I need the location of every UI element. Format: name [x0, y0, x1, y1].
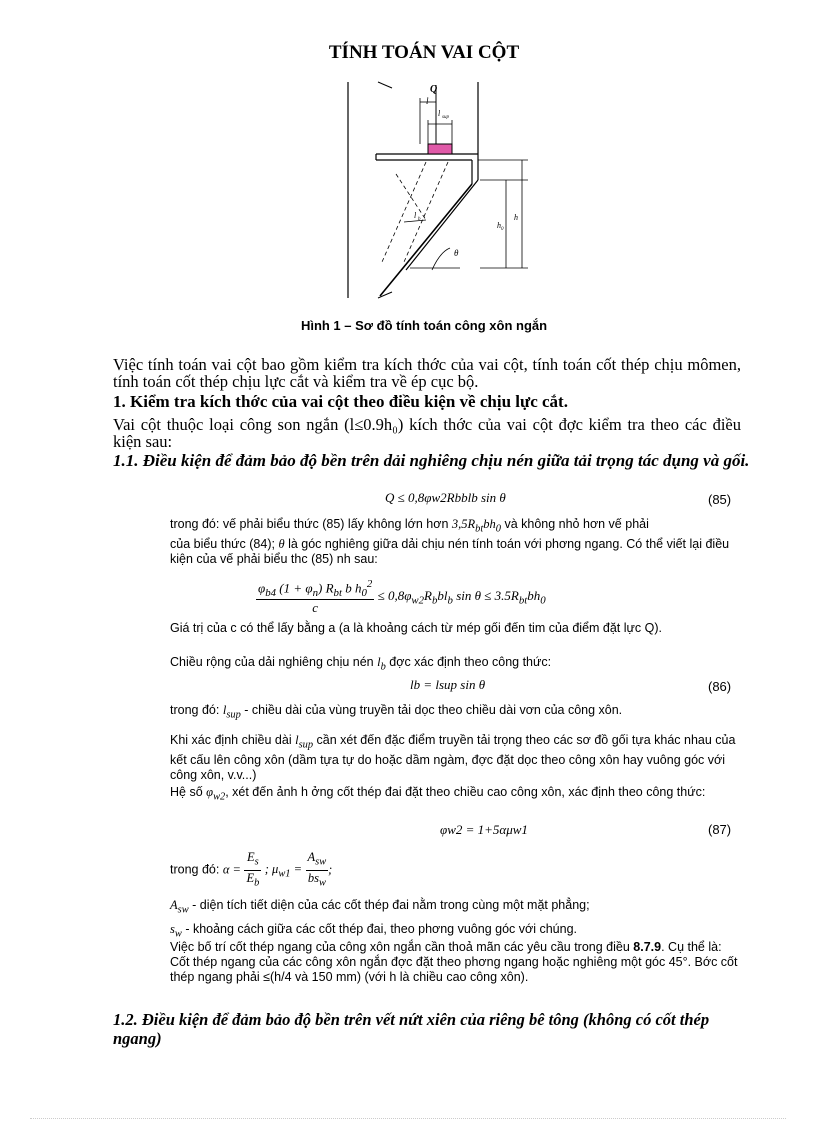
label-lb: l	[414, 211, 417, 220]
bearing-pad	[428, 144, 452, 154]
c-paragraph: Giá trị của c có thể lấy bằng a (a là khoảng cách từ mép gối đến tim của điểm đặt lực Q).	[170, 621, 662, 635]
equation-86-number: (86)	[708, 679, 732, 694]
label-lsup: l	[438, 109, 441, 118]
phi-paragraph: Hệ số $\varphi_{w2}$, xét đến ảnh h ởng cốt thép đai đặt theo chiều cao công xôn, xác định theo công thức:	[170, 785, 706, 803]
label-theta: θ	[454, 248, 459, 258]
asw-definition: $A_{sw}$ - diện tích tiết diện của các cốt thép đai nằm trong cùng một mặt phẳng;	[170, 898, 590, 916]
section-1-heading: 1. Kiểm tra kích thớc của vai cột theo điều kiện về chịu lực cắt.	[113, 392, 568, 411]
label-h: h	[514, 213, 518, 222]
page-title: TÍNH TOÁN VAI CỘT	[328, 42, 520, 63]
section-1-1-heading: 1.1. Điều kiện để đảm bảo độ bền trên dải nghiêng chịu nén giữa tải trọng tác dụng và gối.	[113, 451, 750, 470]
label-h0: h	[497, 221, 501, 230]
label-lb-sub: b	[418, 217, 421, 222]
alpha-definition: trong đó: α = $\frac{E_s}{E_b}$ ; $\mu_{w1}$ = $\frac{A_{sw}}{bs_w}$ ;	[170, 850, 333, 888]
stirrup-paragraph: Việc bố trí cốt thép ngang của công xôn ngắn cần thoả mãn các yêu cầu trong điều 8.7.9. Cụ thể là: Cốt thép ngang của các công xôn ngắn đợc đặt theo phơng ngang hoặc nghiêng một góc 45°. Bớc cốt thép ngang phải ≤(h/4 và 150 mm) (với h là chiều cao công xôn).	[170, 940, 738, 984]
equation-86: lb = lsup sin θ	[410, 677, 486, 692]
math-bound: $3,5R_{bt}bh_0$	[451, 517, 501, 535]
section-1-text: Vai cột thuộc loại công son ngắn (l≤0.9h₀) kích thớc của vai cột đợc kiểm tra theo các điều kiện sau:	[113, 415, 741, 451]
figure-caption: Hình 1 – Sơ đồ tính toán công xôn ngắn	[300, 318, 548, 333]
lsup-paragraph: Khi xác định chiều dài $l_{sup}$ cần xét đến đặc điểm truyền tải trọng theo các sơ đồ gối tựa khác nhau của kết cấu lên công xôn (dầm tựa tự do hoặc dầm ngàm, đợc đặt dọc theo công xôn hay vuông góc với công xôn, v.v...)	[170, 733, 736, 782]
eq85-explanation: trong đó: vế phải biểu thức (85) lấy không lớn hơn $3,5R_{bt}bh_0$ và không nhỏ hơn vế phải của biểu thức (84); θ là góc nghiêng giữa dải chịu nén tính toán với phơng ngang. Có thể viết lại điều kiện của vế phải biểu thc (85) nh sau:	[170, 517, 730, 566]
equation-85: Q ≤ 0,8φw2Rbblb sin θ	[385, 490, 506, 505]
equation-87: φw2 = 1+5αμw1	[440, 822, 528, 837]
corbel-diagram	[340, 80, 540, 300]
sw-definition: $s_w$ - khoảng cách giữa các cốt thép đai, theo phơng vuông góc với chúng.	[170, 922, 577, 940]
label-h0-sub: 0	[501, 227, 504, 232]
lb-paragraph: Chiều rộng của dải nghiêng chịu nén $l_b$ đợc xác định theo công thức:	[170, 655, 552, 673]
math-theta: θ	[278, 536, 285, 551]
lsup-definition: trong đó: $l_{sup}$ - chiều dài của vùng truyền tải dọc theo chiều dài vơn của công xôn.	[170, 703, 623, 721]
corbel-slope	[406, 180, 478, 270]
equation-87-number: (87)	[708, 822, 732, 837]
intro-paragraph: Việc tính toán vai cột bao gồm kiểm tra kích thớc của vai cột, tính toán cốt thép chịu mômen, tính toán cốt thép chịu lực cắt và kiểm tra về ép cục bộ.	[113, 355, 741, 391]
equation-85-number: (85)	[708, 492, 732, 507]
section-1-2-heading: 1.2. Điều kiện để đảm bảo độ bền trên vết nứt xiên của riêng bê tông (không có cốt thép ngang)	[113, 1010, 710, 1048]
equation-inequality: $\frac{\varphi_{b4} (1 + \varphi_n) R_{bt} b h_0^2}{c}$ ≤ $0,8\varphi_{w2}R_bbl_b$ $\sin \theta \le 3.5R_{bt}bh_0$	[258, 578, 546, 615]
page-bottom-rule	[30, 1118, 786, 1119]
label-q: Q	[430, 84, 438, 95]
label-l: l	[426, 96, 429, 106]
label-lsup-sub: sup	[442, 115, 449, 120]
